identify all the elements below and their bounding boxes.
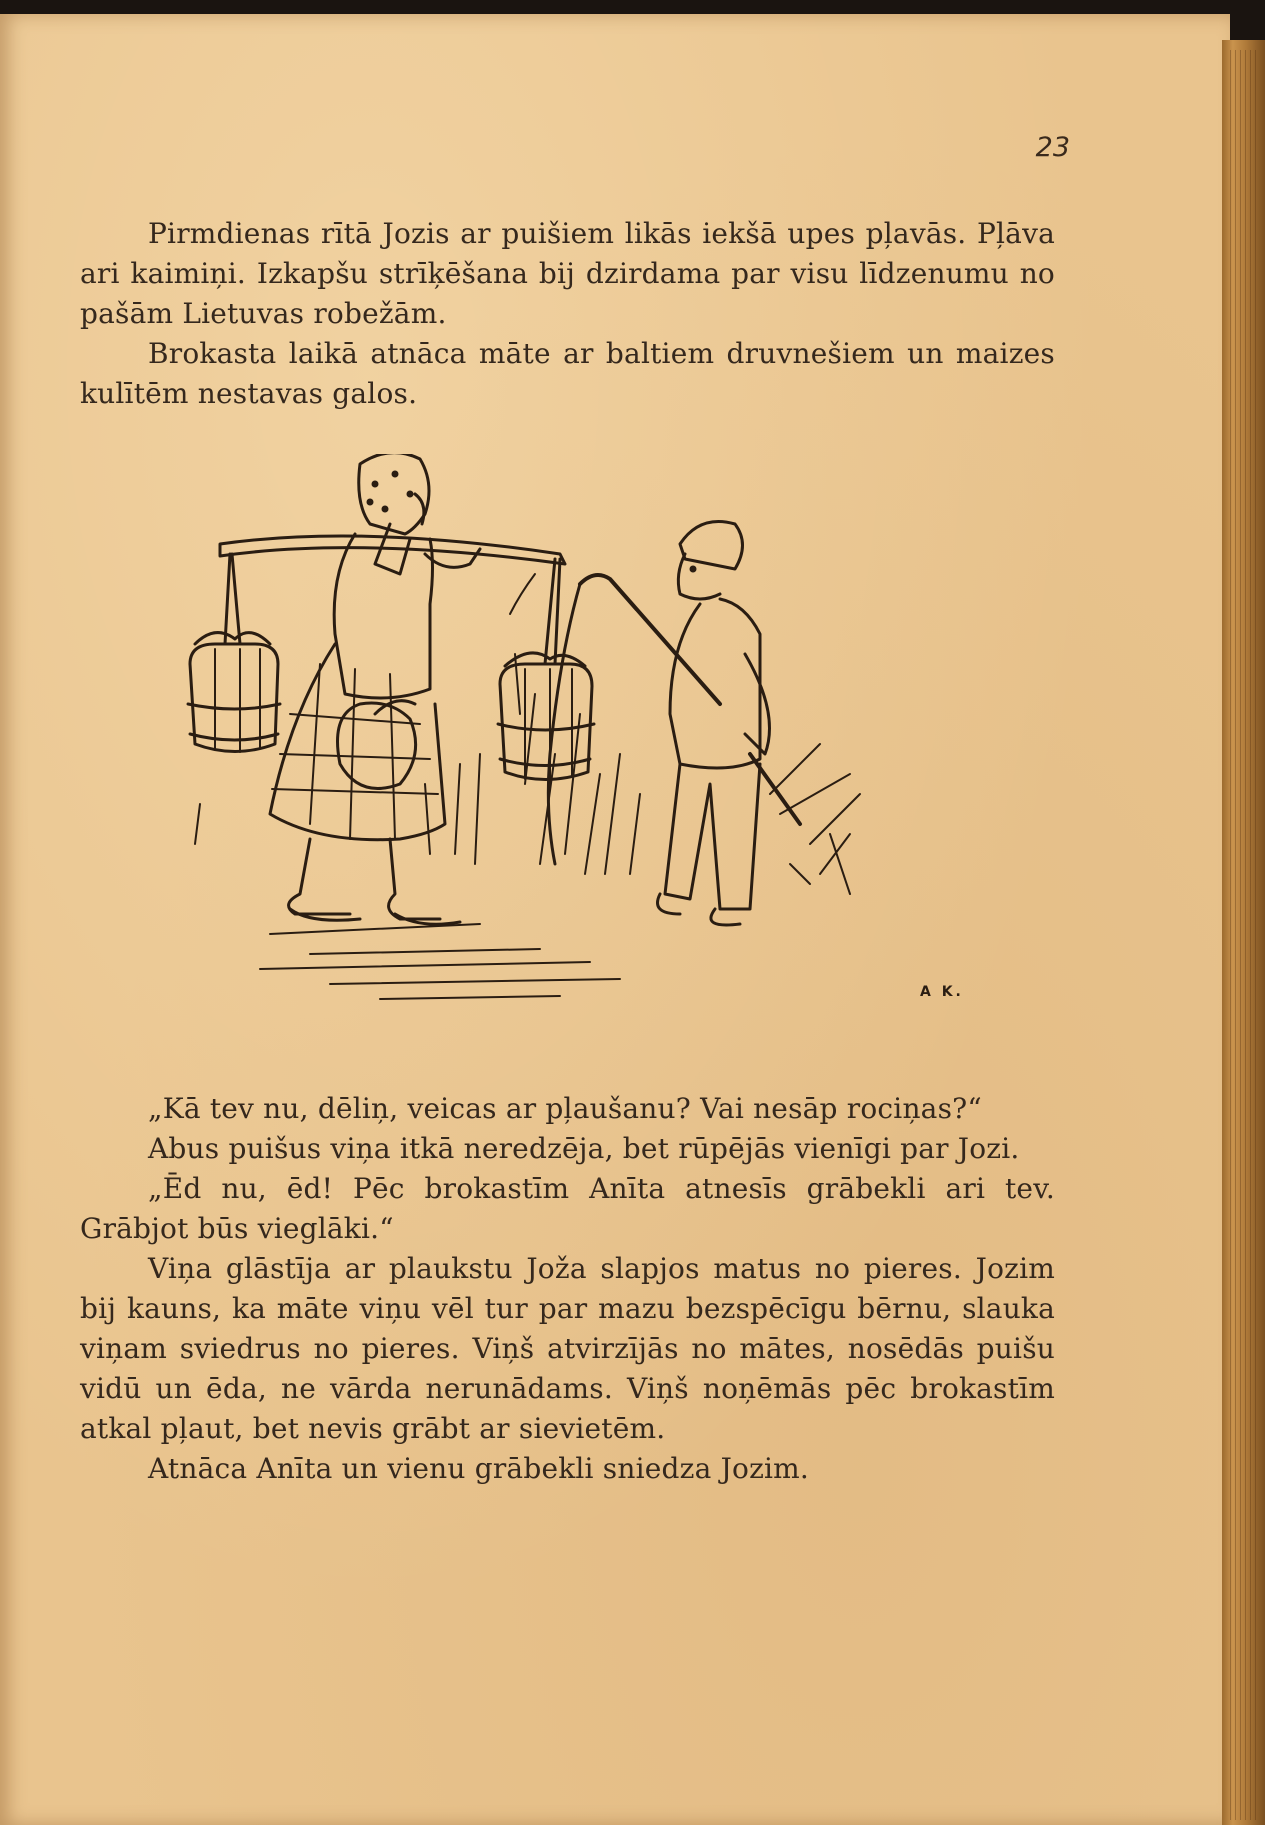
illustration-mother-and-son [160,454,1000,1054]
page-edges [1230,50,1260,1820]
text-block-bottom [80,1089,1055,1489]
text-block-top [80,214,1055,414]
paragraph: Atnāca Anīta un vienu grābekli sniedza Jozim. [148,1452,810,1485]
boy-figure [658,522,770,926]
paragraph: Abus puišus viņa itkā neredzēja, bet rūpējās vienīgi par Jozi. [148,1132,1020,1165]
yoke [220,536,565,564]
paragraph: Brokasta laikā atnāca māte ar baltiem druvnešiem un maizes kulītēm nestavas galos. [80,337,1055,410]
ground-lines [260,924,620,999]
paragraph: „Kā tev nu, dēliņ, veicas ar pļaušanu? Vai nesāp rociņas?“ [148,1092,982,1125]
paragraph: Pirmdienas rītā Jozis ar puišiem likās iekšā upes pļavās. Pļāva ari kaimiņi. Izkapšu strīķēšana bij dzirdama par visu līdzenumu no pašām Lietuvas robežām. [80,217,1055,330]
grass-right [770,744,860,894]
woman-figure [270,454,480,924]
illustrator-initials: A K. [920,984,964,1000]
right-bucket-rope [545,559,560,664]
paragraph: „Ēd nu, ēd! Pēc brokastīm Anīta atnesīs grābekli ari tev. Grābjot būs vieglāki.“ [80,1172,1055,1245]
left-bucket-rope [225,554,240,644]
paragraph: Viņa glāstīja ar plaukstu Joža slapjos matus no pieres. Jozim bij kauns, ka māte viņu vēl tur par mazu bezspēcīgu bērnu, slauka viņam sviedrus no pieres. Viņš atvirzījās no mātes, nosēdās puišu vidū un ēda, ne vārda nerunādams. Viņš noņēmās pēc brokastīm atkal pļaut, bet nevis grābt ar sievietēm. [80,1252,1055,1445]
left-bucket [188,633,280,752]
book-page [0,14,1230,1825]
page-number: 23 [1035,132,1070,163]
